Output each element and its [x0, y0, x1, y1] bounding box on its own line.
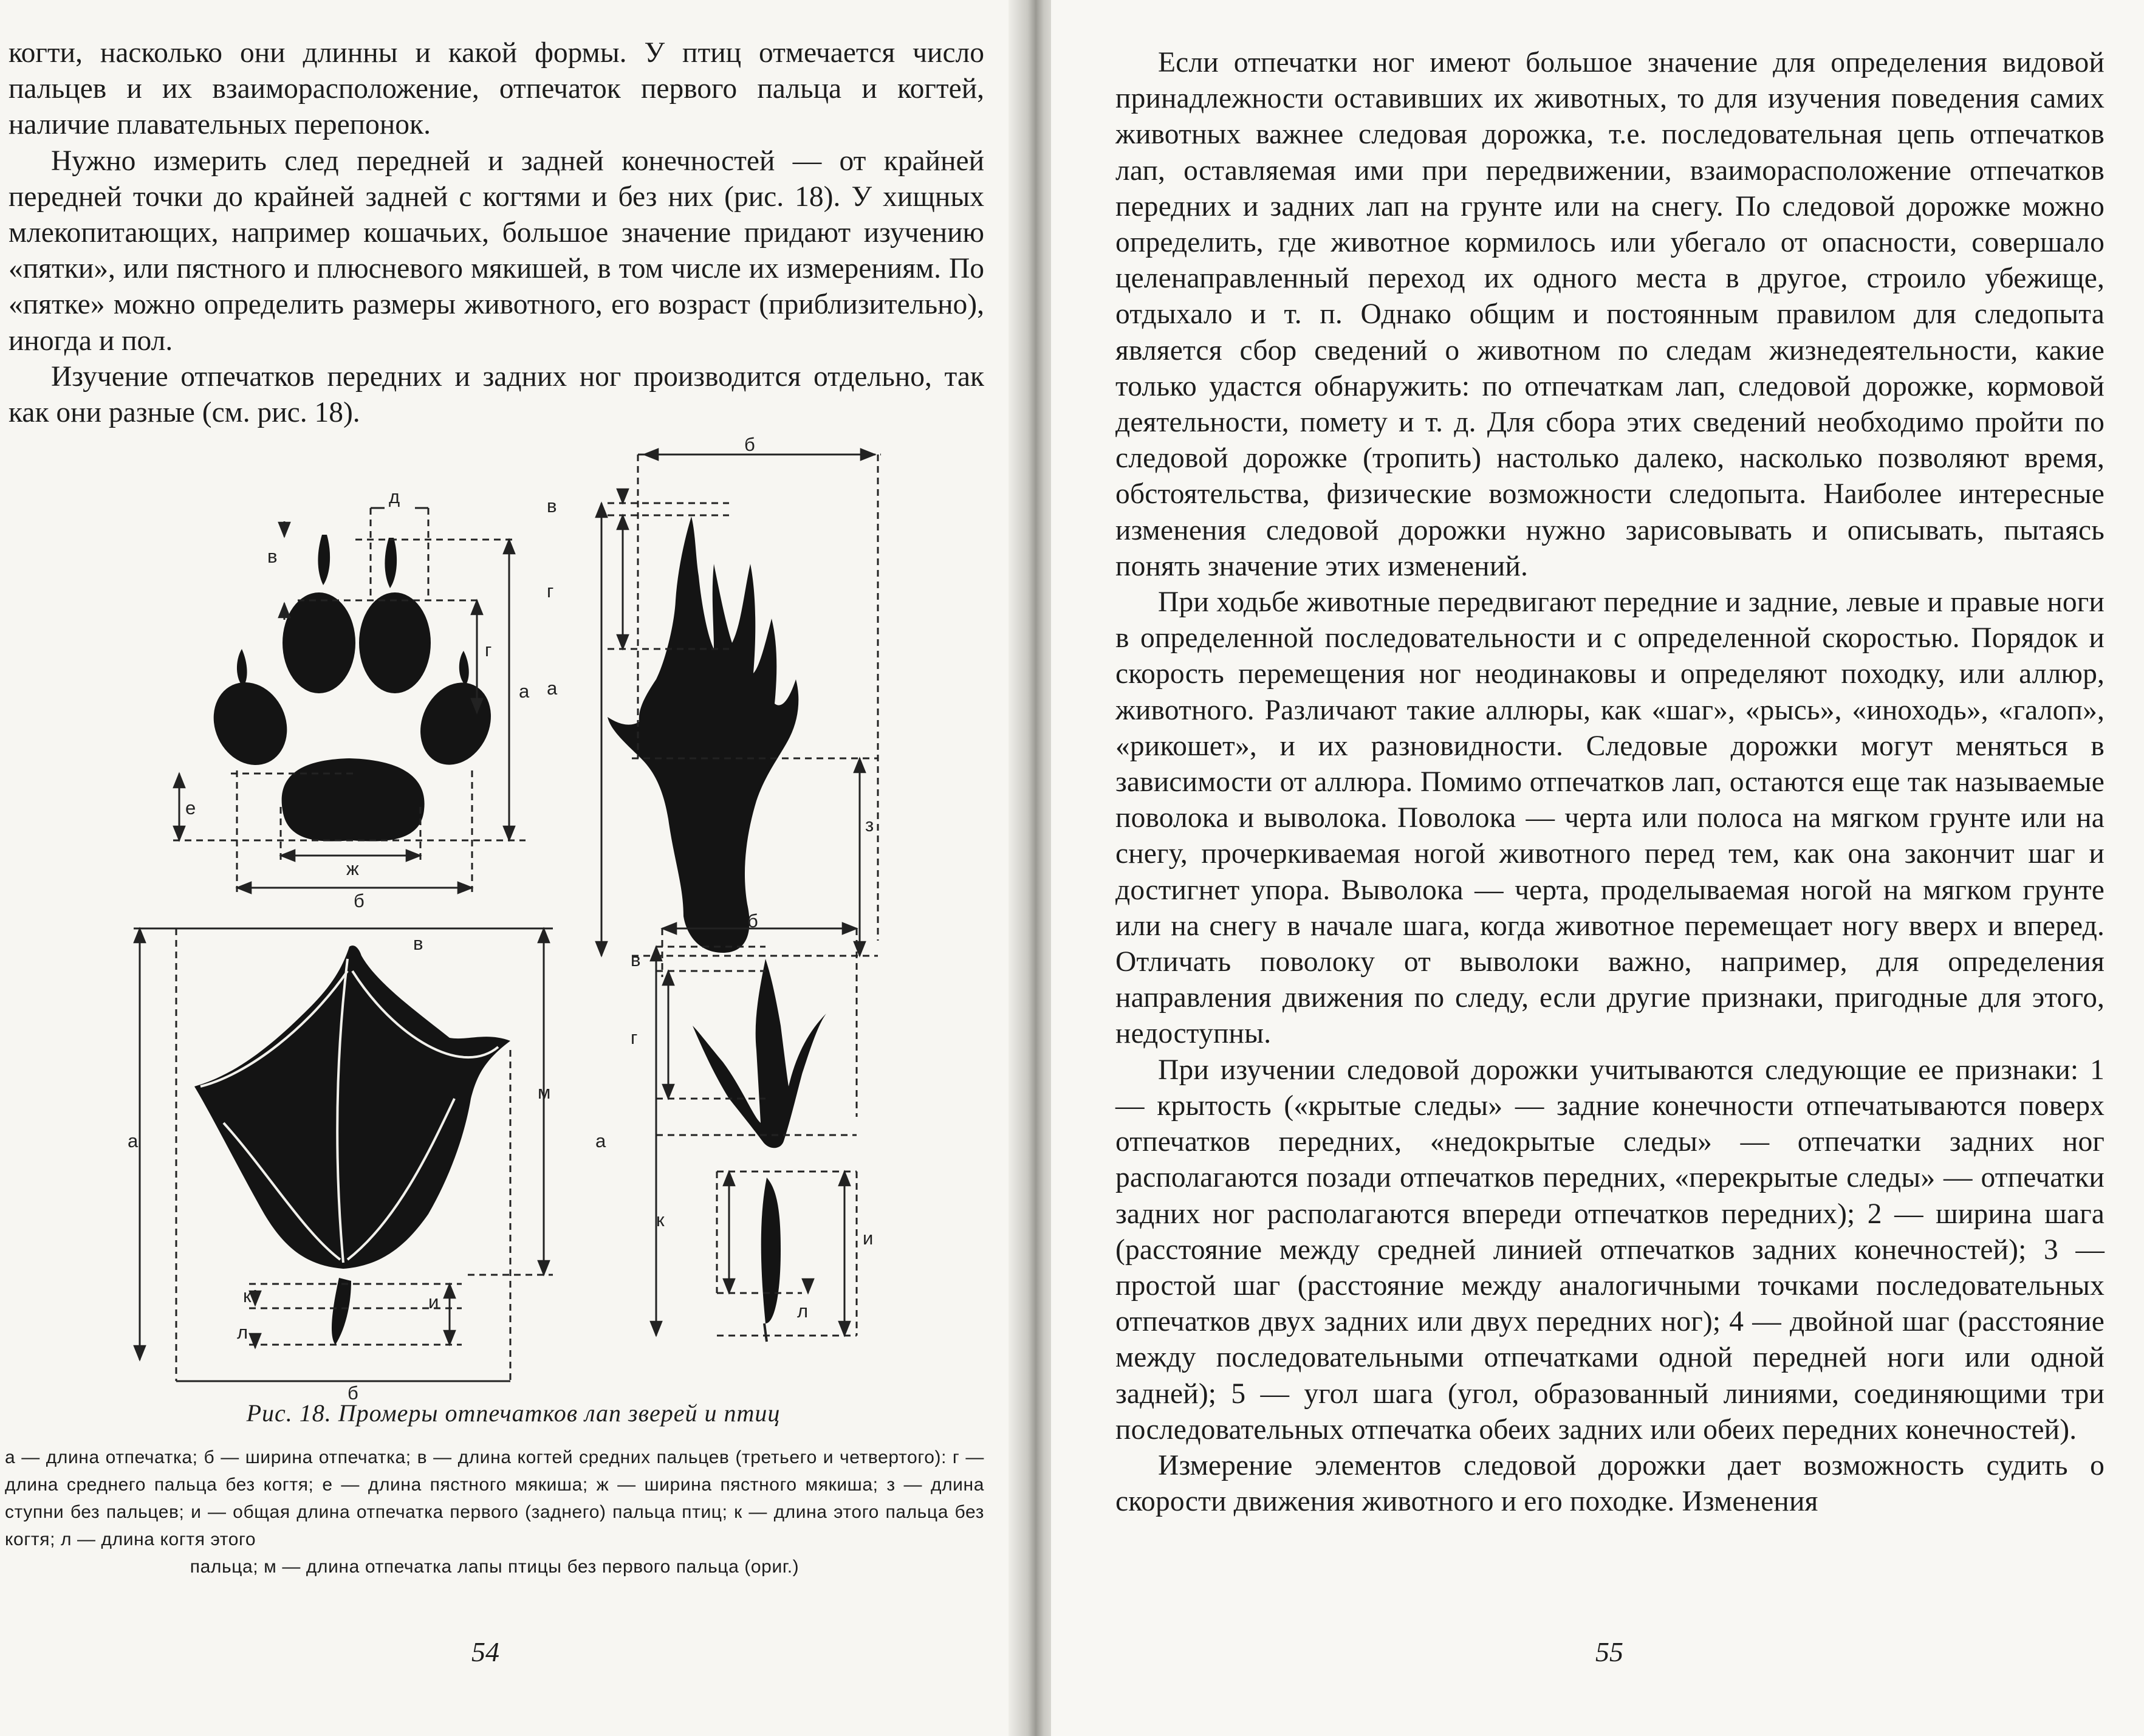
claw-4 — [385, 538, 397, 588]
label-g-hind: г — [547, 580, 554, 602]
right-paragraph-4: Измерение элементов следовой дорожки дает возможность судить о скорости движения животного и его походке. Изменения — [1115, 1449, 2105, 1518]
left-page-text — [9, 35, 984, 431]
hind-foot-diagram — [601, 455, 881, 956]
left-page — [0, 0, 1027, 1736]
toe-pad-2 — [200, 670, 300, 777]
label-l-bird2: л — [797, 1300, 809, 1322]
hallux-claw — [332, 1278, 351, 1345]
label-d: д — [389, 486, 400, 507]
label-i-bird: и — [428, 1291, 439, 1312]
label-a-hind: а — [547, 678, 558, 699]
label-b-bird: б — [348, 1382, 358, 1404]
bird-toes — [693, 959, 826, 1148]
label-v-mammal: в — [267, 546, 278, 567]
label-zh: ж — [346, 858, 359, 879]
label-k-bird: к — [243, 1285, 252, 1306]
toe-pad-5 — [408, 671, 504, 776]
label-v-hind: в — [547, 495, 557, 516]
toe-pad-4 — [359, 592, 431, 693]
paw-measurements-illustration — [122, 434, 881, 1404]
claw-3 — [318, 535, 330, 585]
right-paragraph-2: При ходьбе животные передвигают передние и задние, левые и правые ноги в определенной последовательности и с определенной скоростью. Порядок и скорость перемещения ног неодинаковы и определяют походку, или аллюр, животного. Различают такие аллюры, как «шаг», «рысь», «иноходь», «галоп», «рикошет», и их разновидности. Следовые дорожки могут меняться в зависимости от аллюра. Помимо отпечатков лап, остаются еще так называемые поволока и выволока. Поволока — черта или полоса на мягком грунте или на снегу, прочеркиваемая ногой животного перед тем, как она закончит шаг и достигнет упора. Выволока — черта, проделываемая ногой на мягком грунте или на снегу в начале шага, когда животное перемещает ногу вверх и вперед. Отличать поволоку от выволоки важно, например, для определения направления движения по следу, если другие признаки, пригодные для этого, недоступны. — [1115, 586, 2105, 1050]
label-g-mammal: г — [485, 639, 492, 660]
label-b-hind: б — [744, 434, 755, 455]
label-i-bird2: и — [863, 1227, 874, 1249]
label-v-bird2: в — [631, 949, 641, 970]
label-a-bird: а — [128, 1130, 139, 1151]
label-v-bird: в — [413, 933, 423, 954]
bird-hind-toe — [761, 1178, 781, 1323]
label-g-bird2: г — [631, 1027, 638, 1048]
page-number-left: 54 — [471, 1636, 499, 1667]
mammal-paw-diagram — [173, 508, 526, 892]
label-k-bird2: к — [656, 1209, 665, 1230]
right-paragraph-3: При изучении следовой дорожки учитываются следующие ее признаки: 1 — крытость («крытые следы» — задние конечности отпечатываются поверх отпечатков передних, «недокрытые следы» — отпечатки задних ног располагаются позади отпечатков передних, «перекрытые следы» — отпечатки задних ног располагаются впереди отпечатков передних); 2 — ширина шага (расстояние между средней линией отпечатков задних конечностей); 3 — простой шаг (расстояние между аналогичными точками последовательных отпечатков двух задних или двух передних ног); 4 — двойной шаг (расстояние между последовательными отпечатками одной передней ноги или одной задней); 5 — угол шага (угол, образованный линиями, соединяющими три последовательных отпечатка обеих задних или обеих передних конечностей). — [1115, 1054, 2105, 1446]
legend-line-1: а — длина отпечатка; б — ширина отпечатка; в — длина когтей средних пальцев (третьего и четвертого): г — длина среднего пальца без когтя; е — длина пястного мякиша; ж — ширина пястного мякиша; з — длина ступни без пальцев; и — общая длина отпечатка первого (заднего) пальца птиц; к — длина этого пальца без когтя; л — длина когтя этого — [5, 1447, 984, 1549]
label-z: з — [865, 814, 874, 835]
left-paragraph-2: Нужно измерить след передней и задней конечностей — от крайней передней точки до крайней задней с когтями и без них (рис. 18). У хищных млекопитающих, например кошачьих, большое значение придают изучению «пятки», или пястного и плюсневого мякишей, в том числе их измерениям. По «пятке» можно определить размеры животного, его возраст (приблизительно), иногда и пол. — [9, 145, 984, 357]
bird-foot-diagram — [656, 928, 857, 1342]
right-page-text — [1115, 45, 2105, 1520]
label-a-bird2: а — [595, 1130, 606, 1151]
hind-foot-print — [608, 516, 798, 953]
figure-18 — [122, 434, 881, 1404]
label-e: е — [185, 797, 196, 818]
label-b-bird2: б — [747, 910, 758, 931]
label-m: м — [538, 1082, 551, 1103]
label-a-mammal: а — [519, 681, 530, 702]
left-paragraph-3: Изучение отпечатков передних и задних ног производится отдельно, так как они разные (см. рис. 18). — [9, 360, 984, 429]
label-b-mammal: б — [354, 890, 365, 911]
figure-legend — [5, 1444, 984, 1580]
legend-line-2: пальца; м — длина отпечатка лапы птицы без первого пальца (ориг.) — [190, 1557, 800, 1577]
label-l-bird: л — [237, 1322, 248, 1343]
metacarpal-pad — [282, 758, 425, 842]
page-number-right: 55 — [1595, 1636, 1623, 1667]
figure-caption-title: Рис. 18. Промеры отпечатков лап зверей и птиц — [246, 1399, 781, 1427]
right-paragraph-1: Если отпечатки ног имеют большое значение для определения видовой принадлежности оставивших их животных, то для изучения поведения самих животных важнее следовая дорожка, т.е. последовательная цепь отпечатков лап, оставляемая ими при передвижении, взаиморасположение отпечатков передних и задних лап на грунте или на снегу. По следовой дорожке можно определить, где животное кормилось или убегало от опасности, совершало целенаправленный переход их одного места в другое, строило убежище, отдыхало и т. п. Однако общим и постоянным правилом для следопыта является сбор сведений о животном по следам жизнедеятельности, какие только удастся обнаружить: по отпечаткам лап, следовой дорожке, кормовой деятельности, помету и т. д. Для сбора этих сведений необходимо пройти по следовой дорожке (тропить) настолько далеко, насколько позволяют время, обстоятельства, физические возможности следопыта. Наиболее интересные изменения следовой дорожки нужно зарисовывать и описывать, пытаясь понять значение этих изменений. — [1115, 47, 2105, 582]
webbed-foot-diagram — [134, 928, 553, 1381]
webbed-footprint — [194, 945, 510, 1269]
left-paragraph-1: когти, насколько они длинны и какой формы. У птиц отмечается число пальцев и их взаиморасположение, отпечаток первого пальца и когтей, наличие плавательных перепонок. — [9, 37, 984, 141]
toe-pad-3 — [283, 592, 355, 693]
